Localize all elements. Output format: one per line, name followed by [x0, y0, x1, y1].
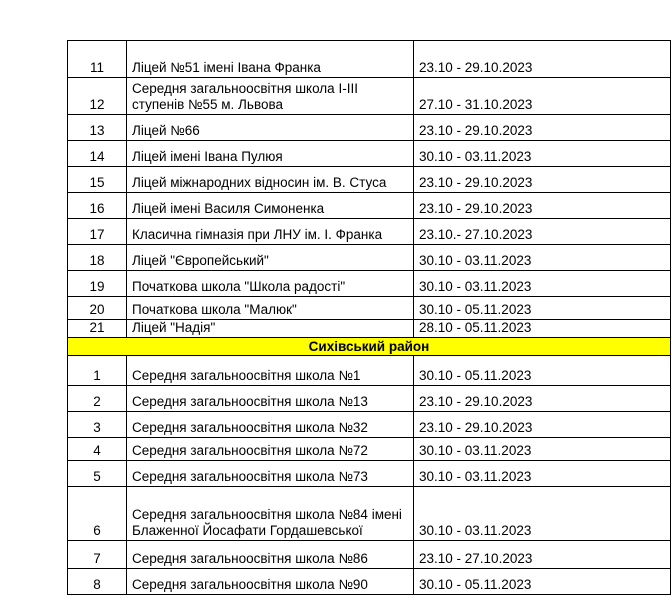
row-number: 14 [68, 141, 127, 167]
district-title: Сихівський район [68, 338, 671, 356]
table-row [68, 412, 671, 438]
school-name: Середня загальноосвітня школа №32 [127, 412, 414, 438]
table-row [68, 297, 671, 320]
date-range: 23.10.- 27.10.2023 [414, 219, 671, 245]
table-row [68, 386, 671, 412]
date-range: 30.10 - 03.11.2023 [414, 487, 671, 541]
school-name: Класична гімназія при ЛНУ ім. І. Франка [127, 219, 414, 245]
date-range: 30.10 - 03.11.2023 [414, 438, 671, 461]
row-number: 12 [68, 78, 127, 115]
date-range: 30.10 - 03.11.2023 [414, 245, 671, 271]
school-name: Середня загальноосвітня школа №90 [127, 569, 414, 595]
table-row [68, 41, 671, 78]
row-number: 4 [68, 438, 127, 461]
table-row [68, 320, 671, 338]
table-row [68, 193, 671, 219]
table-row [68, 78, 671, 115]
date-range: 23.10 - 29.10.2023 [414, 167, 671, 193]
school-name: Середня загальноосвітня школа №84 імені Блаженної Йосафати Гордашевської [127, 487, 414, 541]
row-number: 17 [68, 219, 127, 245]
school-name: Початкова школа "Школа радості" [127, 271, 414, 297]
school-name: Ліцей "Надія" [127, 320, 414, 338]
table-row [68, 271, 671, 297]
table-row [68, 167, 671, 193]
table-row [68, 356, 671, 386]
row-number: 21 [68, 320, 127, 338]
row-number: 1 [68, 356, 127, 386]
row-number: 16 [68, 193, 127, 219]
row-number: 15 [68, 167, 127, 193]
date-range: 23.10 - 29.10.2023 [414, 412, 671, 438]
school-name: Ліцей №66 [127, 115, 414, 141]
row-number: 8 [68, 569, 127, 595]
row-number: 5 [68, 461, 127, 487]
school-name: Ліцей імені Василя Симоненка [127, 193, 414, 219]
school-name: Середня загальноосвітня школа І-ІІІ ступенів №55 м. Львова [127, 78, 414, 115]
row-number: 7 [68, 541, 127, 569]
date-range: 28.10 - 05.11.2023 [414, 320, 671, 338]
row-number: 13 [68, 115, 127, 141]
district-header-row [68, 338, 671, 356]
school-name: Середня загальноосвітня школа №73 [127, 461, 414, 487]
schedule-table [67, 40, 671, 595]
table-row [68, 461, 671, 487]
school-name: Середня загальноосвітня школа №13 [127, 386, 414, 412]
date-range: 30.10 - 03.11.2023 [414, 461, 671, 487]
school-name: Початкова школа "Малюк" [127, 297, 414, 320]
row-number: 18 [68, 245, 127, 271]
table-row [68, 438, 671, 461]
date-range: 30.10 - 05.11.2023 [414, 569, 671, 595]
school-name: Середня загальноосвітня школа №72 [127, 438, 414, 461]
row-number: 11 [68, 41, 127, 78]
date-range: 30.10 - 05.11.2023 [414, 356, 671, 386]
table-row [68, 541, 671, 569]
date-range: 27.10 - 31.10.2023 [414, 78, 671, 115]
date-range: 23.10 - 29.10.2023 [414, 41, 671, 78]
date-range: 23.10 - 29.10.2023 [414, 193, 671, 219]
date-range: 23.10 - 27.10.2023 [414, 541, 671, 569]
date-range: 23.10 - 29.10.2023 [414, 386, 671, 412]
table-row [68, 487, 671, 541]
table-row [68, 569, 671, 595]
table-row [68, 115, 671, 141]
row-number: 19 [68, 271, 127, 297]
school-name: Середня загальноосвітня школа №1 [127, 356, 414, 386]
date-range: 30.10 - 03.11.2023 [414, 271, 671, 297]
table-row [68, 245, 671, 271]
row-number: 3 [68, 412, 127, 438]
table-row [68, 219, 671, 245]
row-number: 20 [68, 297, 127, 320]
row-number: 6 [68, 487, 127, 541]
row-number: 2 [68, 386, 127, 412]
date-range: 23.10 - 29.10.2023 [414, 115, 671, 141]
school-name: Ліцей міжнародних відносин ім. В. Стуса [127, 167, 414, 193]
school-name: Ліцей імені Івана Пулюя [127, 141, 414, 167]
date-range: 30.10 - 03.11.2023 [414, 141, 671, 167]
date-range: 30.10 - 05.11.2023 [414, 297, 671, 320]
school-name: Ліцей "Європейський" [127, 245, 414, 271]
school-name: Середня загальноосвітня школа №86 [127, 541, 414, 569]
school-name: Ліцей №51 імені Івана Франка [127, 41, 414, 78]
table-row [68, 141, 671, 167]
